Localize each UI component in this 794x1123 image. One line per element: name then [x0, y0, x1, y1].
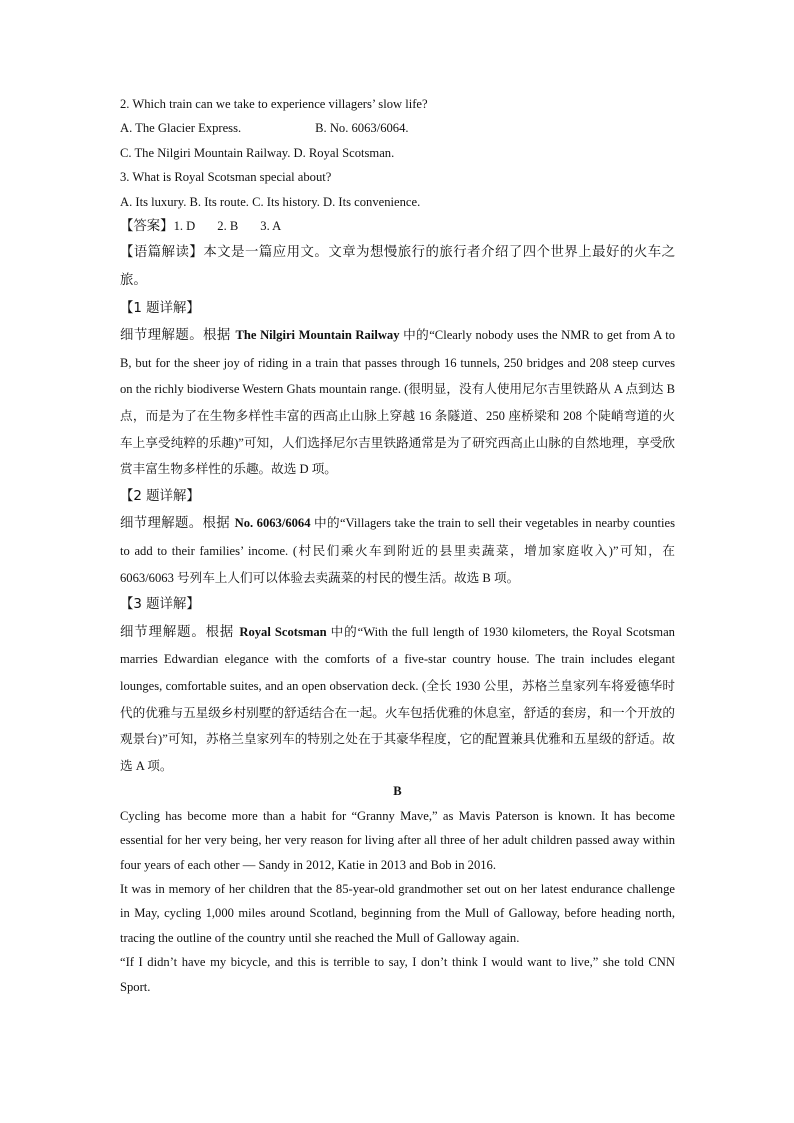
detail-2-heading: 【2 题详解】 — [120, 488, 200, 504]
section-b-paragraph-1: Cycling has become more than a habit for “Granny Mave,” as Mavis Paterson is known. It has become essential for her very being, her very reason for living after all three of her adult children passed away within four years of each other — Sandy in 2012, Katie in 2013 and Bob in 2016. — [120, 808, 675, 872]
detail-1-body: 细节理解题。根据 The Nilgiri Mountain Railway 中的“Clearly nobody uses the NMR to get from A to B, but for the sheer joy of riding in a train that passes through 16 tunnels, 250 bridges and 208 steep curves on the richly biodiverse Western Ghats mountain range. (很明显，没有人使用尼尔吉里铁路从 A 点到达 B 点，而是为了在生物多样性丰富的西高止山脉上穿越 16 条隧道、250 座桥梁和 208 个陡峭弯道的火车上享受纯粹的乐趣)”可知，人们选择尼尔吉里铁路通常是为了研究西高止山脉的自然地理，享受欣赏丰富生物多样性的乐趣。故选 D 项。 — [120, 328, 675, 477]
detail-2-train-name: No. 6063/6064 — [234, 516, 311, 531]
option-a: A. The Glacier Express. — [120, 121, 242, 136]
detail-3-train-name: Royal Scotsman — [239, 624, 327, 639]
detail-3-heading: 【3 题详解】 — [120, 597, 200, 613]
detail-1-heading: 【1 题详解】 — [120, 300, 200, 316]
section-b-title: B — [393, 784, 402, 799]
summary-paragraph — [120, 239, 675, 294]
document-page — [120, 92, 675, 999]
question-3-options: A. Its luxury. B. Its route. C. Its history. D. Its convenience. — [120, 194, 421, 209]
answer-label: 【答案】 — [120, 219, 174, 235]
option-b: B. No. 6063/6064. — [315, 121, 409, 136]
summary-text: 本文是一篇应用文。文章为想慢旅行的旅行者介绍了四个世界上最好的火车之旅。 — [120, 245, 676, 289]
detail-1-train-name: The Nilgiri Mountain Railway — [235, 328, 400, 343]
answer-3: 3. A — [260, 219, 282, 234]
detail-3-body: 细节理解题。根据 Royal Scotsman 中的“With the full length of 1930 kilometers, the Royal Scotsman marries Edwardian elegance with the comforts of a five-star country house. The train includes elegant lounges, comfortable suites, and an open observation deck. (全长 1930 公里，苏格兰皇家列车将爱德华时代的优雅与五星级乡村别墅的舒适结合在一起。火车包括优雅的休息室，舒适的套房，和一个开放的观景台)”可知，苏格兰皇家列车的特别之处在于其豪华程度，它的配置兼具优雅和五星级的舒适。故选 A 项。 — [120, 624, 675, 773]
question-3: 3. What is Royal Scotsman special about? — [120, 170, 332, 185]
detail-2-body: 细节理解题。根据 No. 6063/6064 中的“Villagers take the train to sell their vegetables in nearby counties to add to their families’ income. (村民们乘火车到附近的县里卖蔬菜，增加家庭收入)”可知，在 6063/6063 号列车上人们可以体验去卖蔬菜的村民的慢生活。故选 B 项。 — [120, 516, 675, 585]
section-b-paragraph-3: “If I didn’t have my bicycle, and this is terrible to say, I don’t think I would want to live,” she told CNN Sport. — [120, 955, 675, 994]
question-2-options-ab — [120, 116, 675, 140]
answer-1: 1. D — [173, 219, 196, 234]
question-2-options-cd: C. The Nilgiri Mountain Railway. D. Royal Scotsman. — [120, 145, 395, 160]
question-2: 2. Which train can we take to experience villagers’ slow life? — [120, 97, 428, 111]
summary-label: 【语篇解读】 — [120, 245, 204, 261]
section-b-paragraph-2: It was in memory of her children that the 85-year-old grandmother set out on her latest endurance challenge in May, cycling 1,000 miles around Scotland, beginning from the Mull of Galloway, before heading north, tracing the outline of the country until she reached the Mull of Galloway again. — [120, 881, 675, 945]
answer-2: 2. B — [217, 219, 239, 234]
answer-line — [120, 214, 675, 239]
